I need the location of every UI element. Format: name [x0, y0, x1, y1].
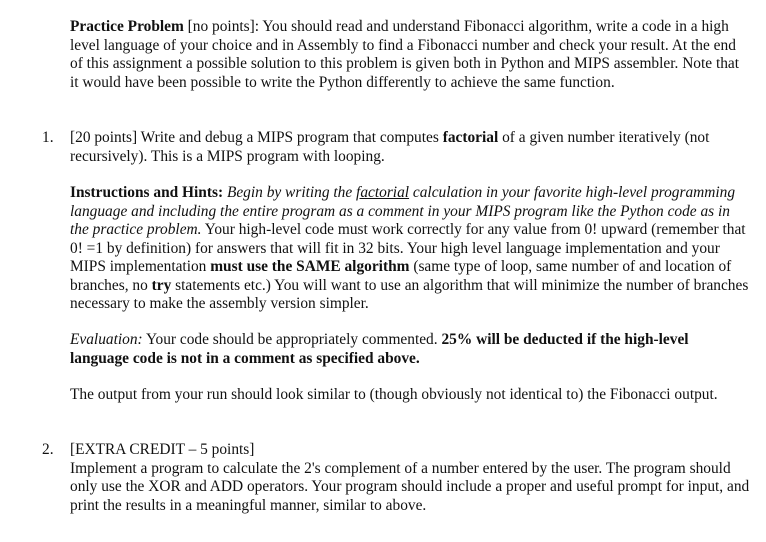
problem-2-paragraph — [70, 441, 750, 515]
evaluation-paragraph — [70, 331, 750, 368]
practice-problem-heading: Practice Problem — [70, 18, 184, 35]
hints-factorial-underlined: factorial — [356, 184, 410, 201]
hints-text-b: (same type of loop, same number of and location of branches, no — [70, 258, 732, 294]
problem-1-factorial-keyword: factorial — [442, 129, 499, 146]
hints-italic-end: calculation in your favorite high-level programming language and including the entire program as a comment in your MIPS program like the Python code as in the practice problem. — [70, 184, 736, 238]
problem-1-intro — [70, 129, 750, 166]
practice-problem-paragraph — [70, 18, 750, 92]
output-paragraph: The output from your run should look similar to (though obviously not identical to) the Fibonacci output. — [70, 386, 718, 403]
evaluation-label: Evaluation: — [70, 331, 143, 348]
hints-try-keyword: try — [151, 276, 172, 294]
problem-1-intro-text: [20 points] Write and debug a MIPS program that computes — [70, 129, 443, 146]
hints-same-algorithm: must use the SAME algorithm — [210, 258, 410, 275]
problem-2-text: Implement a program to calculate the 2's complement of a number entered by the user. The program should only use the XOR and ADD operators. Your program should include a proper and useful prompt for input, and print the results in a meaningful manner, similar to above. — [70, 459, 750, 514]
problem-2-title: [EXTRA CREDIT – 5 points] — [70, 441, 255, 458]
practice-problem-text: You should read and understand Fibonacci algorithm, write a code in a high level language of your choice and in Assembly to find a Fibonacci number and check your result. At the end of this assignment a possible solution to this problem is given both in Python and MIPS assembler. Note that it would have been possible to write the Python differently to achieve the same function. — [70, 18, 740, 91]
practice-problem-points: [no points]: — [183, 18, 260, 35]
problem-2-number: 2. — [42, 441, 54, 458]
evaluation-deduction-note: 25% will be deducted if the high-level language code is not in a comment as specified above. — [70, 331, 689, 367]
hints-text-c: statements etc.) You will want to use an algorithm that will minimize the number of branches necessary to make the assembly version simpler. — [70, 276, 749, 312]
hints-italic-start: Begin by writing the — [223, 184, 357, 201]
hints-text-a: Your high-level code must work correctly for any value from 0! upward (remember that 0! =1 by definition) for answers that will fit in 32 bits. Your high level language implementation and your MIPS implementation — [70, 221, 746, 275]
instructions-hints-paragraph — [70, 184, 750, 314]
problem-1-number: 1. — [42, 129, 54, 146]
evaluation-text: Your code should be appropriately commented. — [142, 331, 442, 348]
instructions-hints-heading: Instructions and Hints: — [70, 184, 224, 201]
problem-1-intro-text-end: of a given number iteratively (not recursively). This is a MIPS program with looping. — [70, 129, 710, 165]
